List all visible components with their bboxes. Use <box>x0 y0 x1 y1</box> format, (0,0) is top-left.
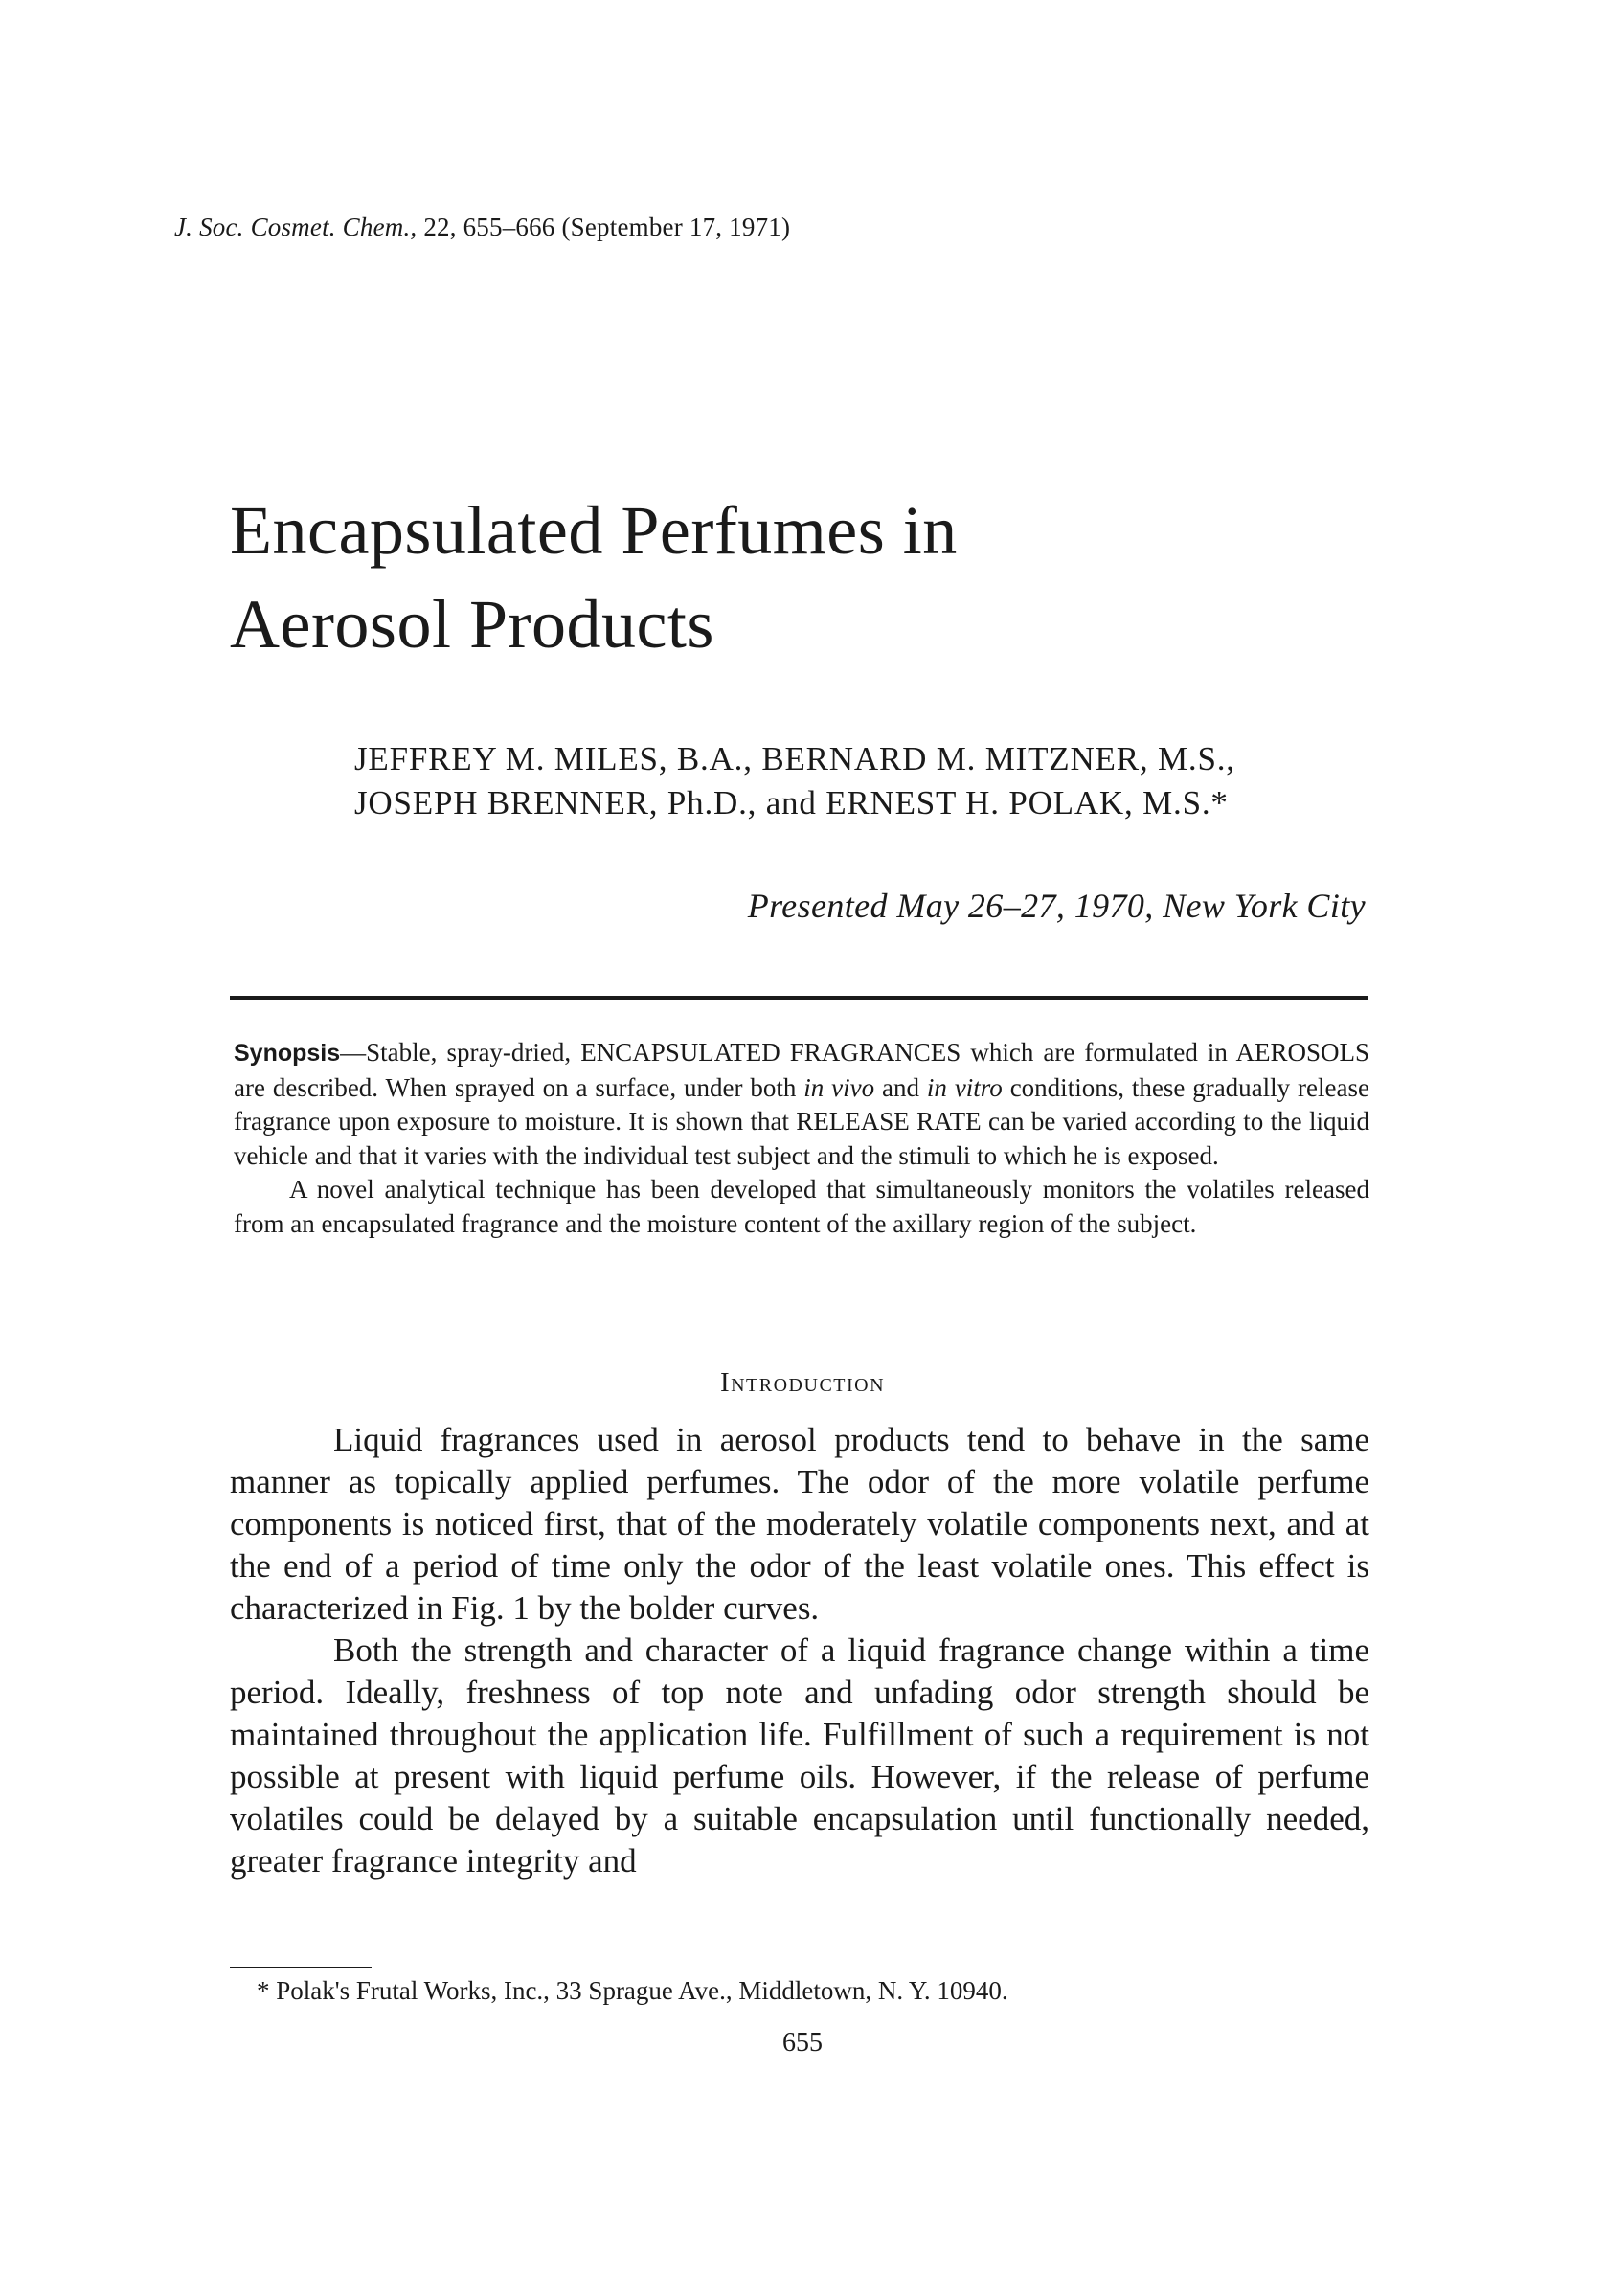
introduction-paragraph-2: Both the strength and character of a liquid fragrance change within a time period. Ideally, freshness of top note and unfading odor strength should be maintained throughout the application life. Fulfillment of such a requirement is not possible at present with liquid perfume oils. However, if the release of perfume volatiles could be delayed by a suitable encapsulation until functionally needed, greater fragrance integrity and <box>230 1632 1369 1880</box>
title-line-1: Encapsulated Perfumes in <box>230 492 958 569</box>
synopsis-text-1a: —Stable, spray-dried, ENCAPSULATED FRAGRANCES which are formulated in AEROSOLS are described. When sprayed on a surface, under both <box>234 1038 1369 1102</box>
footnote-divider <box>230 1967 372 1968</box>
synopsis-in-vivo: in vivo <box>803 1072 875 1102</box>
journal-citation: 22, 655–666 (September 17, 1971) <box>423 213 791 241</box>
presentation-note: Presented May 26–27, 1970, New York City <box>747 887 1366 925</box>
title-line-2: Aerosol Products <box>230 586 714 663</box>
page-number: 655 <box>782 2028 823 2058</box>
section-heading-introduction: Introduction <box>719 1367 886 1398</box>
introduction-paragraph-1: Liquid fragrances used in aerosol products tend to behave in the same manner as topically applied perfumes. The odor of the more volatile perfume components is noticed first, that of the moderately volatile components next, and at the end of a period of time only the odor of the least volatile ones. This effect is characterized in Fig. 1 by the bolder curves. <box>230 1421 1369 1627</box>
introduction-body <box>230 1419 1369 1882</box>
journal-reference <box>174 213 790 242</box>
synopsis-text-1b: and <box>874 1072 927 1102</box>
synopsis-paragraph-2: A novel analytical technique has been developed that simultaneously monitors the volatiles released from an encapsulated fragrance and the moisture content of the axillary region of the subject. <box>234 1175 1369 1238</box>
synopsis-in-vitro: in vitro <box>926 1072 1003 1102</box>
author-list <box>354 737 1235 825</box>
article-title <box>230 484 958 671</box>
synopsis-text-1c: conditions, these gradually release fragrance upon exposure to moisture. It is shown that RELEASE RATE can be varied according to the liquid vehicle and that it varies with the individual test subject and the stimuli to which he is exposed. <box>234 1072 1369 1170</box>
title-divider-rule <box>230 996 1368 1000</box>
authors-line-2: JOSEPH BRENNER, Ph.D., and ERNEST H. POLAK, M.S.* <box>354 784 1229 822</box>
synopsis-label: Synopsis <box>234 1040 341 1067</box>
journal-abbreviation: J. Soc. Cosmet. Chem., <box>174 213 418 241</box>
affiliation-footnote: * Polak's Frutal Works, Inc., 33 Sprague Ave., Middletown, N. Y. 10940. <box>257 1976 1008 2005</box>
authors-line-1: JEFFREY M. MILES, B.A., BERNARD M. MITZNER, M.S., <box>354 740 1235 777</box>
synopsis-paragraph-1 <box>234 1036 1369 1173</box>
synopsis <box>234 1036 1369 1242</box>
